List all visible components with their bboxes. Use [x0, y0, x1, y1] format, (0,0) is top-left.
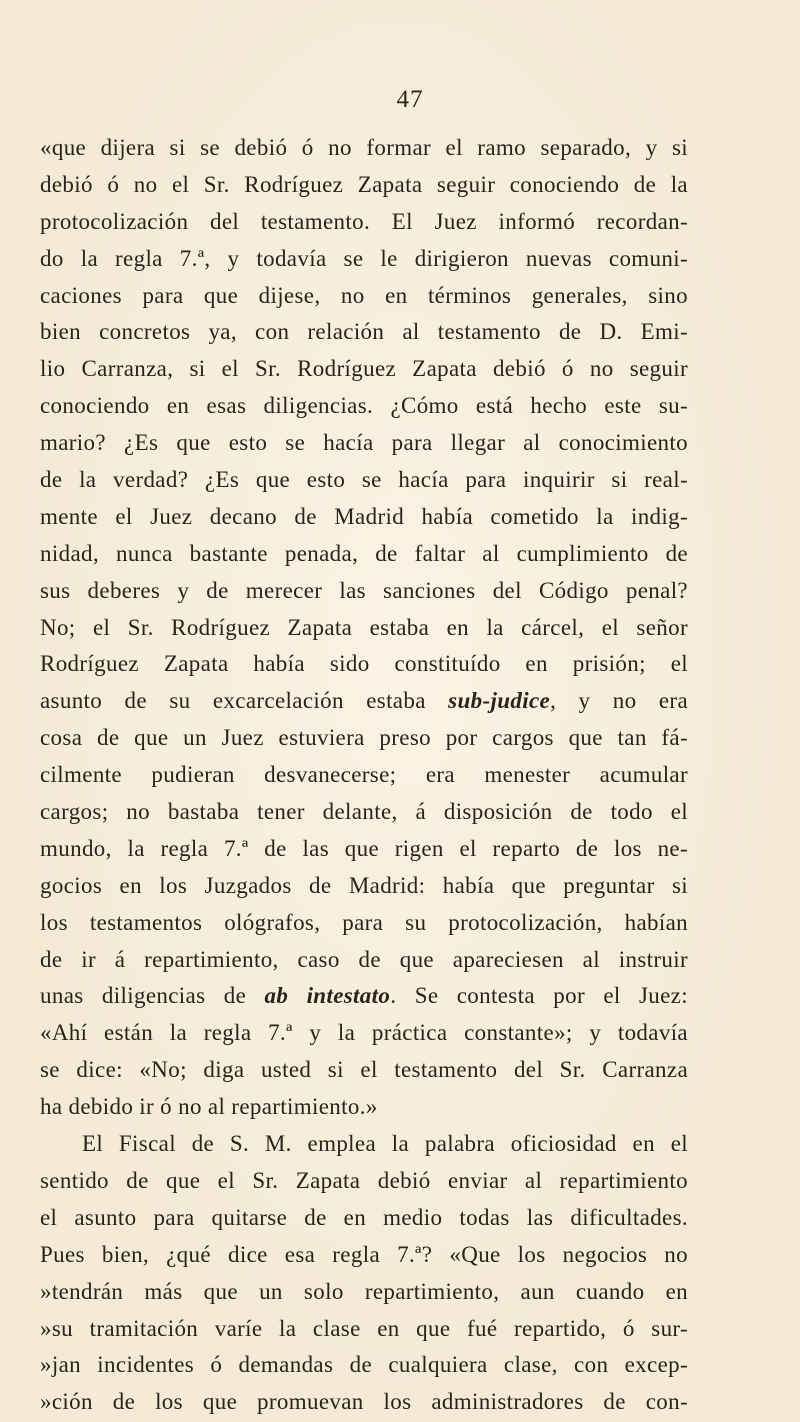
- text-line: El Fiscal de S. M. emplea la palabra oficiosidad en el: [82, 1131, 688, 1157]
- body-text: [40, 130, 688, 1421]
- text-line: gocios en los Juzgados de Madrid: había que preguntar si: [40, 872, 688, 898]
- text-line: Pues bien, ¿qué dice esa regla 7.ª? «Que los negocios no: [40, 1241, 688, 1267]
- text-line: «Ahí están la regla 7.ª y la práctica constante»; y todavía: [40, 1020, 688, 1046]
- text-line: Rodríguez Zapata había sido constituído en prisión; el: [40, 651, 688, 677]
- text-line: »ción de los que promuevan los administradores de con-: [40, 1389, 688, 1415]
- text-line: lio Carranza, si el Sr. Rodríguez Zapata debió ó no seguir: [40, 356, 688, 382]
- text-line: nidad, nunca bastante penada, de faltar al cumplimiento de: [40, 540, 688, 566]
- text-segment: . Se contesta por el Juez:: [390, 983, 688, 1009]
- text-line: mundo, la regla 7.ª de las que rigen el reparto de los ne-: [40, 835, 688, 861]
- italic-term: sub-judice: [448, 688, 551, 714]
- text-line: de ir á repartimiento, caso de que apareciesen al instruir: [40, 946, 688, 972]
- text-line: cargos; no bastaba tener delante, á disposición de todo el: [40, 799, 688, 825]
- text-line: cosa de que un Juez estuviera preso por cargos que tan fá-: [40, 725, 688, 751]
- text-line: protocolización del testamento. El Juez informó recordan-: [40, 208, 688, 234]
- text-segment: asunto de su excarcelación estaba: [40, 688, 449, 714]
- italic-term: ab intestato: [264, 983, 391, 1009]
- text-line: «que dijera si se debió ó no formar el ramo separado, y si: [40, 135, 688, 160]
- page-number: 47: [396, 86, 424, 113]
- text-line: No; el Sr. Rodríguez Zapata estaba en la cárcel, el señor: [40, 614, 688, 640]
- text-line: se dice: «No; diga usted si el testamento del Sr. Carranza: [40, 1057, 688, 1083]
- text-line: de la verdad? ¿Es que esto se hacía para inquirir si real-: [40, 467, 688, 493]
- text-line: cilmente pudieran desvanecerse; era menester acumular: [40, 762, 688, 788]
- text-line: mente el Juez decano de Madrid había cometido la indig-: [40, 503, 688, 529]
- text-line: [40, 978, 688, 1015]
- text-segment: , y no era: [550, 688, 688, 714]
- text-line: mario? ¿Es que esto se hacía para llegar al conocimiento: [40, 430, 688, 456]
- text-line: »jan incidentes ó demandas de cualquiera clase, con excep-: [40, 1352, 688, 1378]
- text-line: conociendo en esas diligencias. ¿Cómo está hecho este su-: [40, 393, 688, 419]
- text-line: [40, 683, 688, 720]
- text-line: debió ó no el Sr. Rodríguez Zapata seguir conociendo de la: [40, 171, 688, 197]
- text-line: el asunto para quitarse de en medio todas las dificultades.: [40, 1204, 688, 1230]
- text-line: sentido de que el Sr. Zapata debió enviar al repartimiento: [40, 1167, 688, 1193]
- text-line: »su tramitación varíe la clase en que fué repartido, ó sur-: [40, 1315, 688, 1341]
- text-line: ha debido ir ó no al repartimiento.»: [40, 1094, 378, 1120]
- text-segment: unas diligencias de: [40, 983, 265, 1009]
- text-line: do la regla 7.ª, y todavía se le dirigieron nuevas comuni-: [40, 245, 688, 271]
- text-line: bien concretos ya, con relación al testamento de D. Emi-: [40, 319, 688, 345]
- text-line: caciones para que dijese, no en términos generales, sino: [40, 282, 688, 308]
- text-line: sus deberes y de merecer las sanciones del Código penal?: [40, 577, 688, 603]
- text-line: los testamentos ológrafos, para su protocolización, habían: [40, 909, 688, 935]
- text-line: »tendrán más que un solo repartimiento, aun cuando en: [40, 1278, 688, 1304]
